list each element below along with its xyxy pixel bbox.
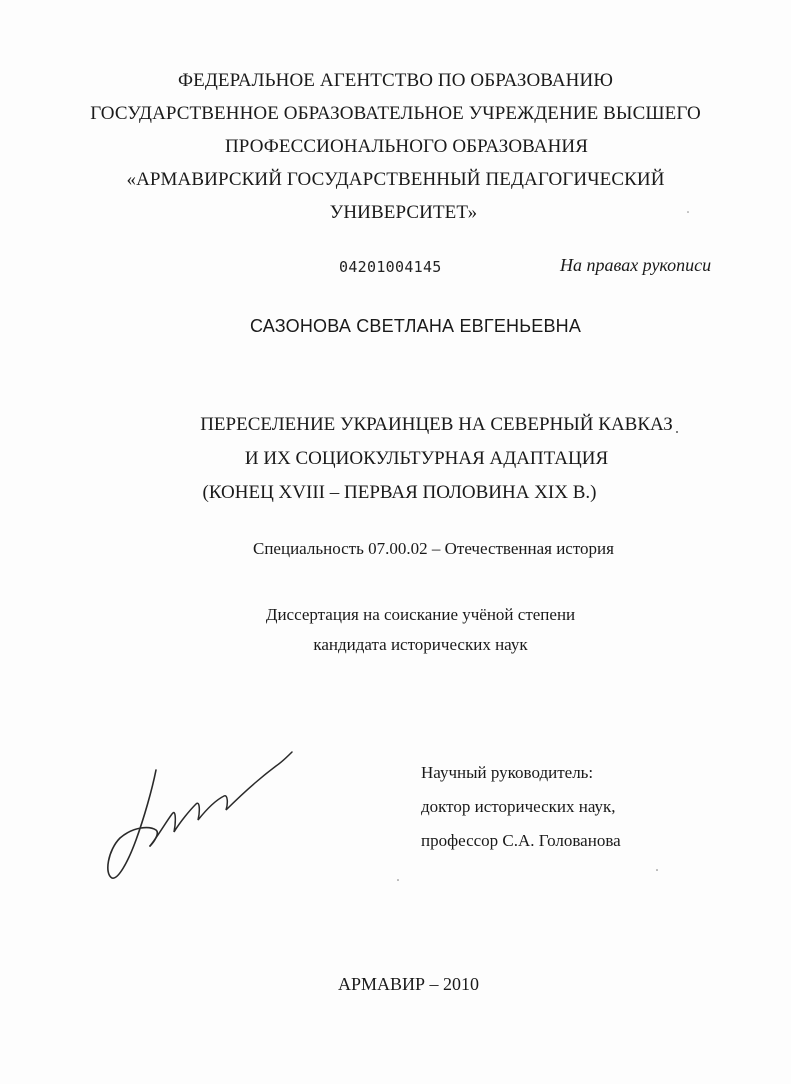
org-line-3: ПРОФЕССИОНАЛЬНОГО ОБРАЗОВАНИЯ (224, 136, 588, 157)
supervisor-name: профессор С.А. Голованова (421, 831, 621, 850)
author-name: САЗОНОВА СВЕТЛАНА ЕВГЕНЬЕВНА (249, 316, 582, 336)
org-line-1: ФЕДЕРАЛЬНОЕ АГЕНТСТВО ПО ОБРАЗОВАНИЮ (178, 70, 613, 91)
city-year: АРМАВИР – 2010 (337, 974, 480, 994)
title-line-1: ПЕРЕСЕЛЕНИЕ УКРАИНЦЕВ НА СЕВЕРНЫЙ КАВКАЗ (200, 414, 673, 435)
org-line-5: УНИВЕРСИТЕТ» (329, 202, 478, 223)
org-line-4: «АРМАВИРСКИЙ ГОСУДАРСТВЕННЫЙ ПЕДАГОГИЧЕСКИЙ (126, 169, 665, 190)
degree-statement (0, 600, 791, 660)
degree-line-2: кандидата исторических наук (313, 635, 528, 654)
rights-note: На правах рукописи (560, 255, 712, 275)
specialty-line: Специальность 07.00.02 – Отечественная история (253, 539, 614, 558)
handwritten-signature (100, 738, 300, 888)
org-line-2: ГОСУДАРСТВЕННОЕ ОБРАЗОВАТЕЛЬНОЕ УЧРЕЖДЕНИЕ ВЫСШЕГО (90, 103, 701, 124)
title-line-3: (КОНЕЦ XVIII – ПЕРВАЯ ПОЛОВИНА XIX В.) (202, 482, 597, 503)
dissertation-title (0, 408, 791, 510)
supervisor-label: Научный руководитель: (421, 763, 594, 782)
supervisor-degree: доктор исторических наук, (421, 797, 616, 816)
organization-header (0, 64, 791, 229)
inventory-number: 04201004145 (339, 258, 442, 276)
supervisor-block (421, 756, 621, 858)
title-line-2: И ИХ СОЦИОКУЛЬТУРНАЯ АДАПТАЦИЯ (244, 448, 609, 469)
degree-line-1: Диссертация на соискание учёной степени (265, 605, 576, 624)
